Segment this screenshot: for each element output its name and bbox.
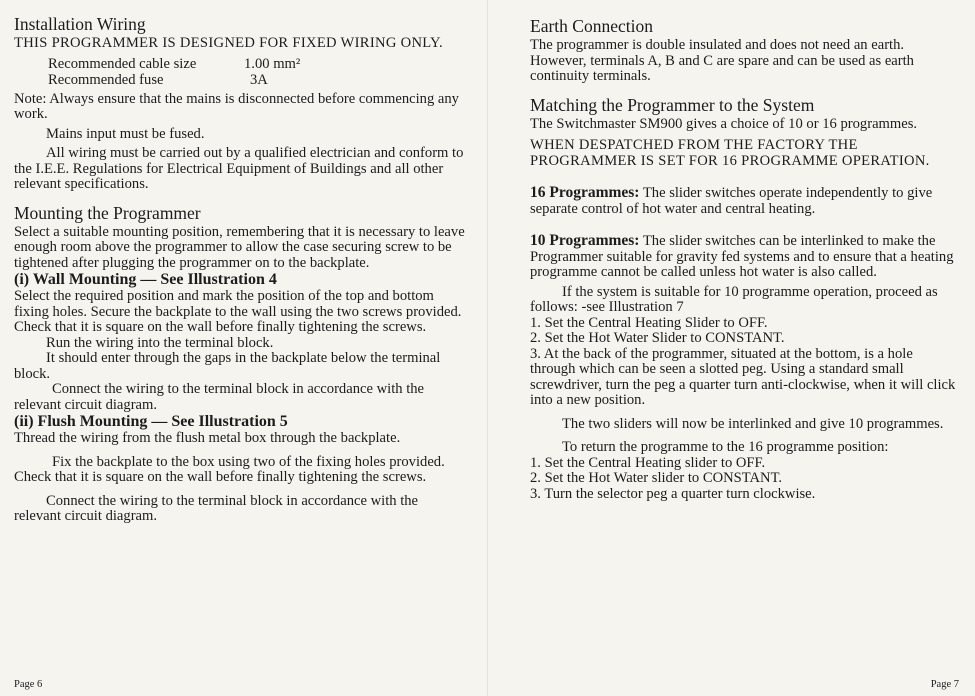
- wall-mounting-heading: (i) Wall Mounting — See Illustration 4: [14, 271, 277, 288]
- ten-intro: If the system is suitable for 10 programme operation, proceed as follows: -see Illustration 7: [530, 283, 938, 315]
- wall-p2: Run the wiring into the terminal block.: [46, 334, 274, 351]
- mounting-text: Select a suitable mounting position, remembering that it is necessary to leave enough room above the programmer to allow the case securing screw to be tightened after plugging the programmer on to the backplate.: [14, 223, 465, 271]
- ten-result: The two sliders will now be interlinked and give 10 programmes.: [562, 415, 944, 432]
- return-step: 3. Turn the selector peg a quarter turn clockwise.: [530, 485, 816, 502]
- page-number: Page 7: [930, 679, 959, 690]
- spec-row: [48, 56, 300, 72]
- page-number: Page 6: [14, 679, 43, 690]
- mounting-heading: Mounting the Programmer: [14, 202, 201, 223]
- flush-p3: Connect the wiring to the terminal block in accordance with the relevant circuit diagram.: [14, 492, 419, 524]
- programmes-16-text: The slider switches operate independently to give separate control of hot water and central heating.: [530, 185, 933, 217]
- spec-label: Recommended fuse: [48, 71, 164, 88]
- flush-p2: Fix the backplate to the box using two of the fixing holes provided. Check that it is square on the wall before finally tightening the screws.: [14, 453, 445, 485]
- earth-heading: Earth Connection: [530, 16, 653, 36]
- programmes-10-label: 10 Programmes:: [530, 232, 640, 249]
- flush-p1: Thread the wiring from the flush metal box through the backplate.: [14, 430, 401, 446]
- installation-heading: Installation Wiring: [14, 14, 146, 34]
- wall-p3: It should enter through the gaps in the backplate below the terminal block.: [14, 350, 441, 382]
- wall-p1: Select the required position and mark the position of the top and bottom fixing holes. Secure the backplate to the wall using the two screws provided. Check that it is square on the wall before finally tightening the screws.: [14, 288, 462, 335]
- right-page: [487, 0, 975, 696]
- matching-heading: Matching the Programmer to the System: [530, 94, 815, 115]
- programmes-10-text: The slider switches can be interlinked to make the Programmer suitable for gravity fed systems and to ensure that a heating programme cannot be called unless hot water is also called.: [530, 233, 954, 280]
- fused-note: Mains input must be fused.: [46, 125, 205, 142]
- ten-step: 3. At the back of the programmer, situated at the bottom, is a hole through which can be seen a slotted peg. Using a standard small screwdriver, turn the peg a quarter turn anti-clockwise, when it will click into a new position.: [530, 345, 956, 408]
- fixed-wiring-notice: THIS PROGRAMMER IS DESIGNED FOR FIXED WIRING ONLY.: [14, 35, 443, 51]
- wall-p4: Connect the wiring to the terminal block in accordance with the relevant circuit diagram.: [14, 381, 425, 413]
- spec-value: 3A: [250, 71, 268, 88]
- safety-note: Note: Always ensure that the mains is disconnected before commencing any work.: [14, 90, 459, 122]
- left-page: [0, 0, 487, 696]
- spec-row: [48, 72, 300, 88]
- ten-step: 2. Set the Hot Water Slider to CONSTANT.: [530, 330, 785, 346]
- programmes-16-label: 16 Programmes:: [530, 184, 640, 201]
- return-step: 2. Set the Hot Water slider to CONSTANT.: [530, 470, 783, 486]
- qualified-note: All wiring must be carried out by a qualified electrician and conform to the I.E.E. Regulations for Electrical Equipment of Buildings and all other relevant specifications.: [14, 145, 464, 192]
- return-intro: To return the programme to the 16 programme position:: [562, 439, 889, 455]
- spec-table: [48, 56, 300, 88]
- matching-text: The Switchmaster SM900 gives a choice of 10 or 16 programmes.: [530, 115, 918, 132]
- spec-label: Recommended cable size: [48, 55, 197, 72]
- return-step: 1. Set the Central Heating slider to OFF.: [530, 454, 766, 471]
- despatched-notice: WHEN DESPATCHED FROM THE FACTORY THE PROGRAMMER IS SET FOR 16 PROGRAMME OPERATION.: [530, 137, 930, 169]
- programmes-16: [530, 185, 959, 217]
- spec-value: 1.00 mm²: [244, 55, 301, 72]
- programmes-10: [530, 233, 959, 281]
- flush-mounting-heading: (ii) Flush Mounting — See Illustration 5: [14, 413, 288, 430]
- earth-text: The programmer is double insulated and does not need an earth. However, terminals A, B and C are spare and can be used as earth continuity terminals.: [530, 37, 914, 84]
- ten-step: 1. Set the Central Heating Slider to OFF.: [530, 314, 768, 331]
